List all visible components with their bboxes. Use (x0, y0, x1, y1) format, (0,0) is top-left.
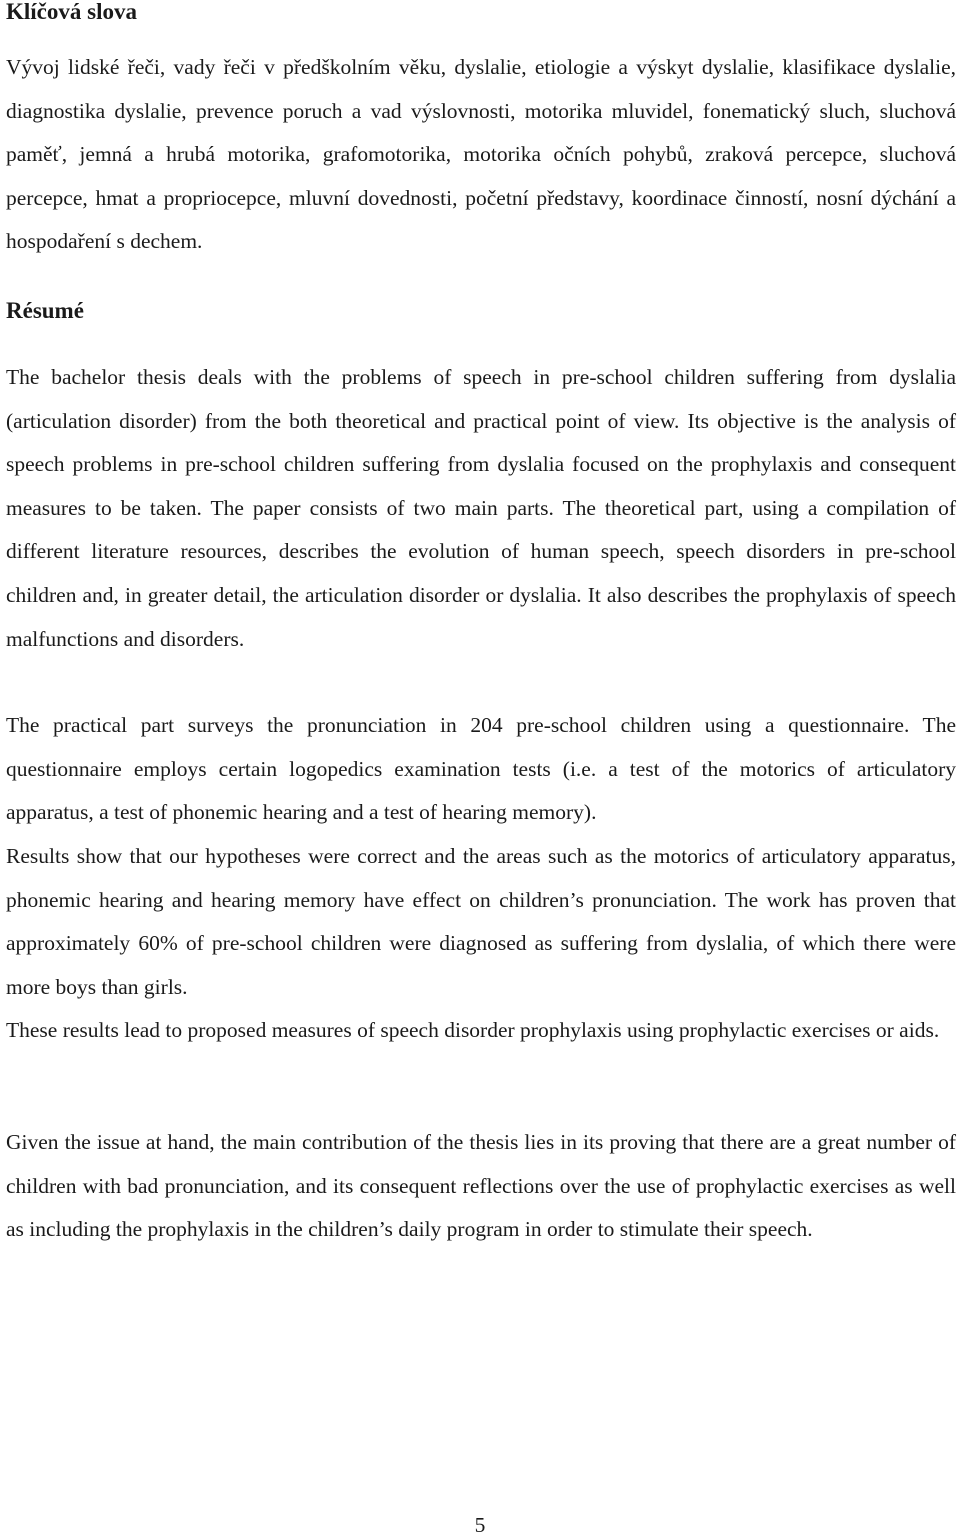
resume-paragraph-measures: These results lead to proposed measures of speech disorder prophylaxis using prophylactic exercises or aids. (6, 1018, 940, 1042)
resume-heading: Résumé (6, 298, 84, 323)
keywords-paragraph: Vývoj lidské řeči, vady řeči v předškolním věku, dyslalie, etiologie a výskyt dyslalie, klasifikace dyslalie, diagnostika dyslalie, prevence poruch a vad výslovnosti, motorika mluvidel, fonematický sluch, sluchová paměť, jemná a hrubá motorika, grafomotorika, motorika očních pohybů, zraková percepce, sluchová percepce, hmat a propriocepce, mluvní dovednosti, početní představy, koordinace činností, nosní dýchání a hospodaření s dechem. (6, 55, 956, 253)
resume-paragraph-results: Results show that our hypotheses were correct and the areas such as the motorics of articulatory apparatus, phonemic hearing and hearing memory have effect on children’s pronunciation. The work has proven that approximately 60% of pre-school children were diagnosed as suffering from dyslalia, of which there were more boys than girls. (6, 844, 956, 999)
keywords-heading: Klíčová slova (6, 0, 137, 24)
page-number: 5 (474, 1513, 486, 1537)
resume-paragraph-practical: The practical part surveys the pronunciation in 204 pre-school children using a questionnaire. The questionnaire employs certain logopedics examination tests (i.e. a test of the motorics of articulatory apparatus, a test of phonemic hearing and a test of hearing memory). (6, 713, 956, 825)
resume-paragraph-contribution: Given the issue at hand, the main contribution of the thesis lies in its proving that there are a great number of children with bad pronunciation, and its consequent reflections over the use of prophylactic exercises as well as including the prophylaxis in the children’s daily program in order to stimulate their speech. (6, 1130, 956, 1242)
resume-paragraph-overview: The bachelor thesis deals with the problems of speech in pre-school children suffering from dyslalia (articulation disorder) from the both theoretical and practical point of view. Its objective is the analysis of speech problems in pre-school children suffering from dyslalia focused on the prophylaxis and consequent measures to be taken. The paper consists of two main parts. The theoretical part, using a compilation of different literature resources, describes the evolution of human speech, speech disorders in pre-school children and, in greater detail, the articulation disorder or dyslalia. It also describes the prophylaxis of speech malfunctions and disorders. (6, 365, 956, 651)
